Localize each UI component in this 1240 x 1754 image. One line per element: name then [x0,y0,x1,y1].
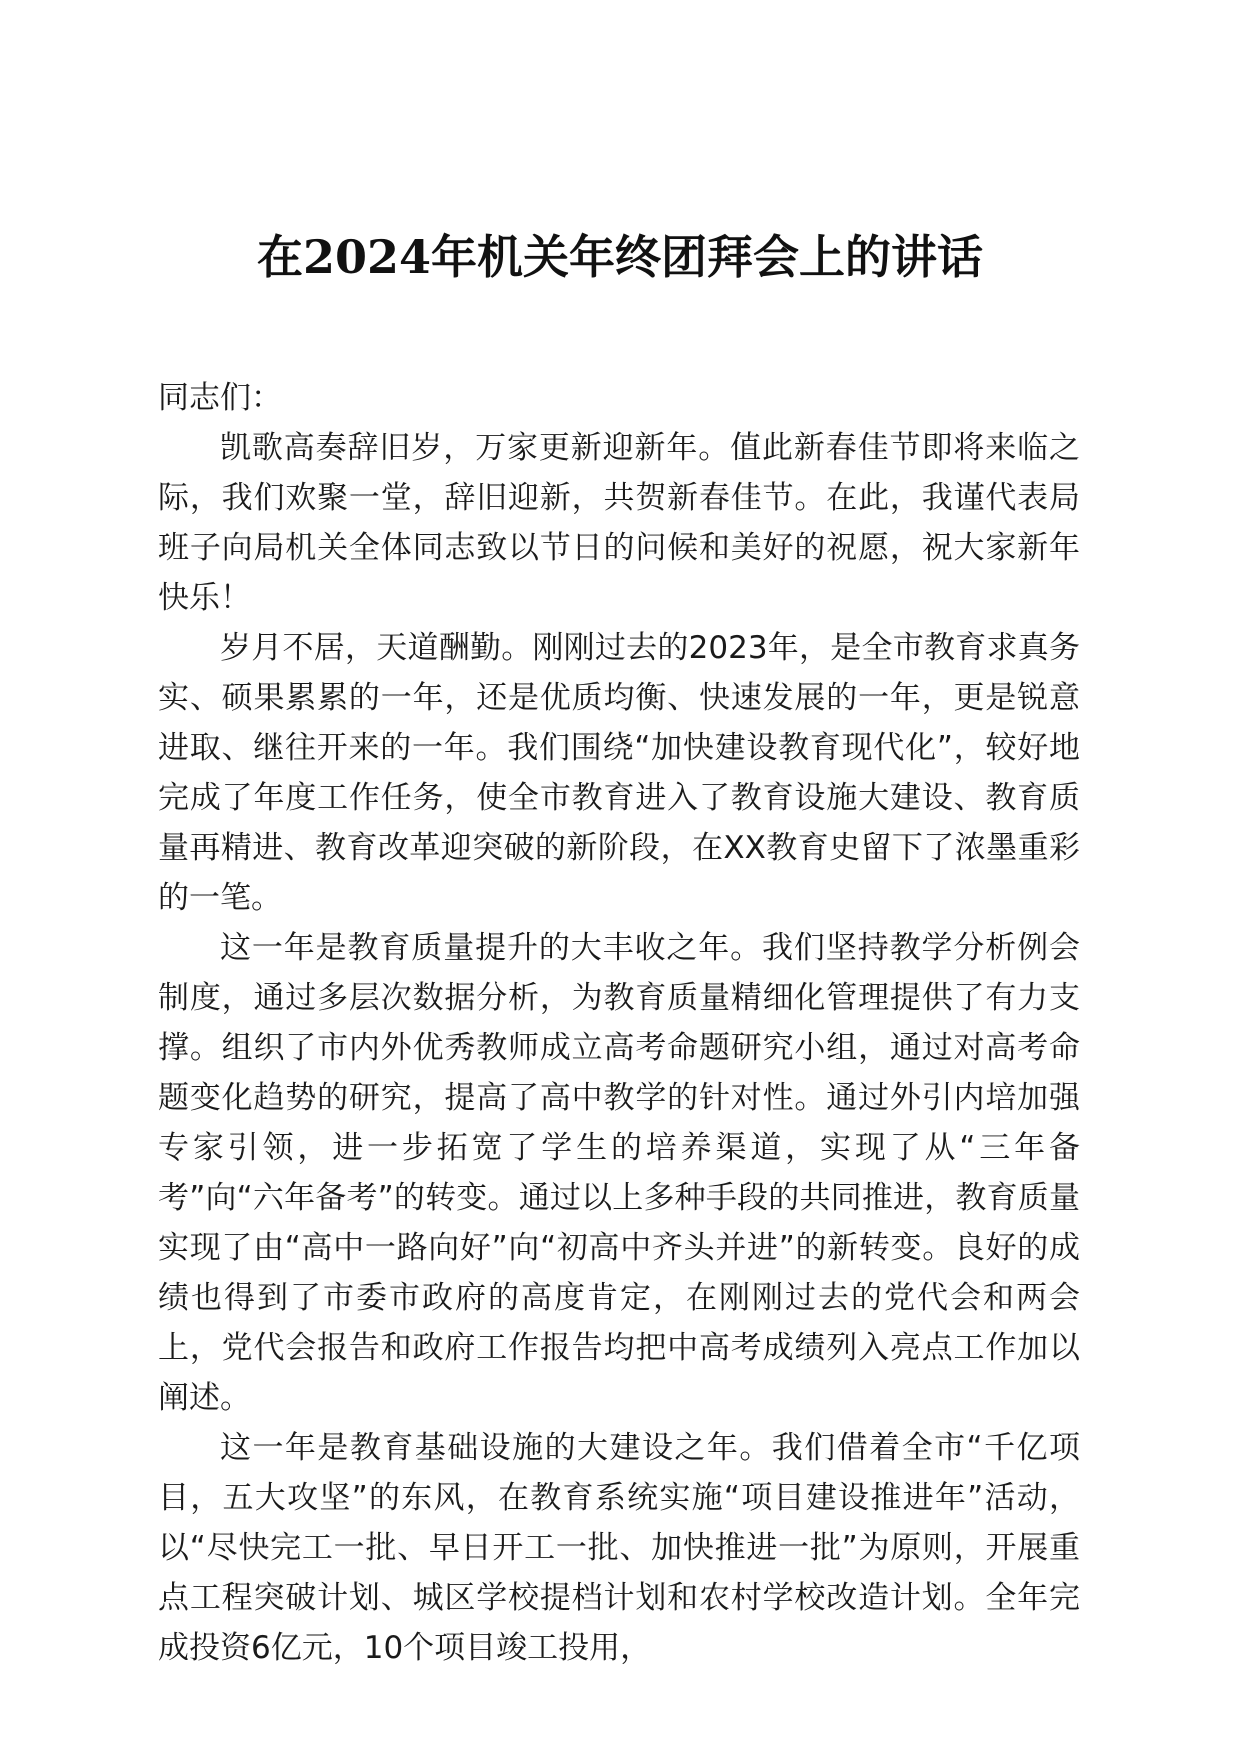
paragraph-year-review: 岁月不居，天道酬勤。刚刚过去的2023年，是全市教育求真务实、硕果累累的一年，还是优质均衡、快速发展的一年，更是锐意进取、继往开来的一年。我们围绕“加快建设教育现代化”，较好地完成了年度工作任务，使全市教育进入了教育设施大建设、教育质量再精进、教育改革迎突破的新阶段，在XX教育史留下了浓墨重彩的一笔。 [158,630,1080,916]
document-title: 在2024年机关年终团拜会上的讲话 [256,230,984,284]
paragraph-infrastructure: 这一年是教育基础设施的大建设之年。我们借着全市“千亿项目，五大攻坚”的东风，在教育系统实施“项目建设推进年”活动，以“尽快完工一批、早日开工一批、加快推进一批”为原则，开展重点工程突破计划、城区学校提档计划和农村学校改造计划。全年完成投资6亿元，10个项目竣工投用， [158,1430,1080,1666]
document-body [158,373,1080,1673]
salutation: 同志们： [158,380,282,416]
paragraph-education-quality: 这一年是教育质量提升的大丰收之年。我们坚持教学分析例会制度，通过多层次数据分析，为教育质量精细化管理提供了有力支撑。组织了市内外优秀教师成立高考命题研究小组，通过对高考命题变化趋势的研究，提高了高中教学的针对性。通过外引内培加强专家引领，进一步拓宽了学生的培养渠道，实现了从“三年备考”向“六年备考”的转变。通过以上多种手段的共同推进，教育质量实现了由“高中一路向好”向“初高中齐头并进”的新转变。良好的成绩也得到了市委市政府的高度肯定，在刚刚过去的党代会和两会上，党代会报告和政府工作报告均把中高考成绩列入亮点工作加以阐述。 [158,930,1080,1416]
paragraph-greeting: 凯歌高奏辞旧岁，万家更新迎新年。值此新春佳节即将来临之际，我们欢聚一堂，辞旧迎新，共贺新春佳节。在此，我谨代表局班子向局机关全体同志致以节日的问候和美好的祝愿，祝大家新年快乐！ [158,430,1080,616]
